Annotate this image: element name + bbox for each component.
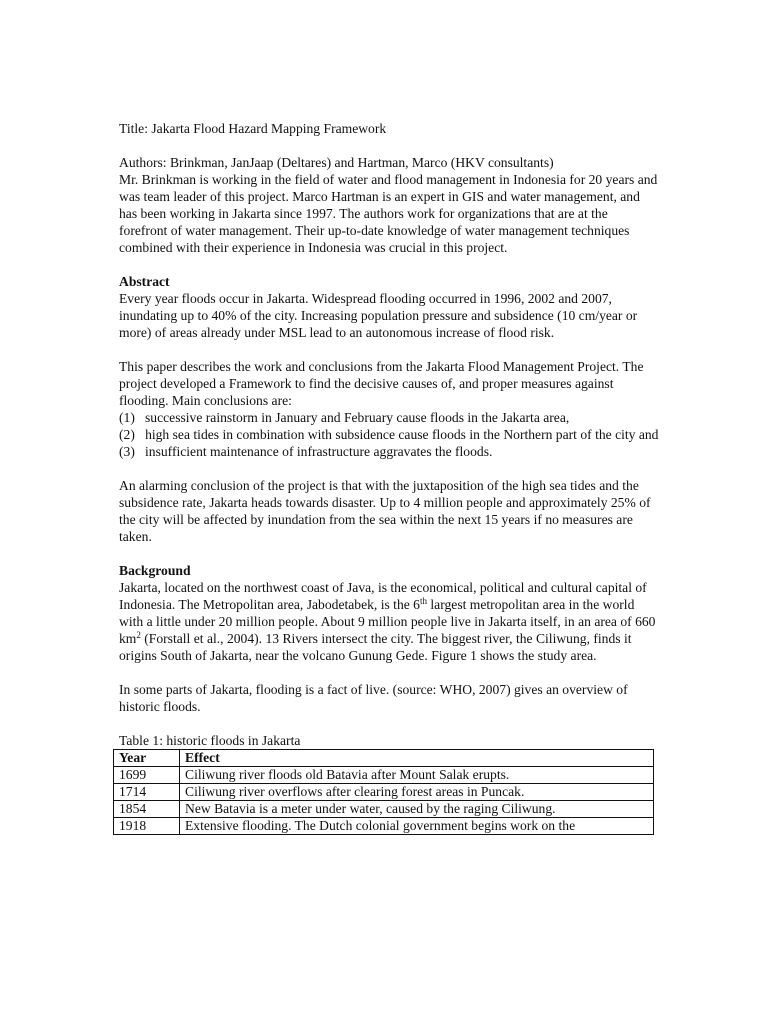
authors-line: Authors: Brinkman, JanJaap (Deltares) and Hartman, Marco (HKV consultants) xyxy=(119,155,554,170)
table-row xyxy=(114,767,654,784)
conclusion-text: insufficient maintenance of infrastructure aggravates the floods. xyxy=(145,444,493,459)
column-header-year: Year xyxy=(114,750,180,767)
authors-bio: Mr. Brinkman is working in the field of water and flood management in Indonesia for 20 years and was team leader of this project. Marco Hartman is an expert in GIS and water management, and has been working in Jakarta since 1997. The authors work for organizations that are at the forefront of water management. Their up-to-date knowledge of water management techniques combined with their experience in Indonesia was crucial in this project. xyxy=(119,172,658,255)
background-paragraph-1 xyxy=(119,579,659,664)
superscript: th xyxy=(419,596,427,606)
background-text: largest metropolitan area in the world with a little under 20 million people. About 9 million people live in Jakarta itself, in an area of 660 km xyxy=(119,597,656,646)
cell-year: 1714 xyxy=(114,784,180,801)
document-page xyxy=(119,120,659,835)
cell-effect: Extensive flooding. The Dutch colonial government begins work on the xyxy=(180,818,654,835)
superscript: 2 xyxy=(136,630,141,640)
cell-effect: Ciliwung river floods old Batavia after Mount Salak erupts. xyxy=(180,767,654,784)
cell-year: 1918 xyxy=(114,818,180,835)
spacer xyxy=(119,460,659,477)
abstract-paragraph-1: Every year floods occur in Jakarta. Widespread flooding occurred in 1996, 2002 and 2007, inundating up to 40% of the city. Increasing population pressure and subsidence (10 cm/year or more) of areas already under MSL lead to an autonomous increase of flood risk. xyxy=(119,291,638,340)
conclusion-item xyxy=(119,426,659,443)
cell-year: 1699 xyxy=(114,767,180,784)
conclusion-number: (1) xyxy=(119,410,135,425)
abstract-heading: Abstract xyxy=(119,274,170,289)
cell-effect: New Batavia is a meter under water, caused by the raging Ciliwung. xyxy=(180,801,654,818)
spacer xyxy=(119,137,659,154)
spacer xyxy=(119,256,659,273)
spacer xyxy=(119,664,659,681)
background-text: Jakarta, located on the northwest coast of Java, is the economical, political and cultural capital of Indonesia. The Metropolitan area, Jabodetabek, is the 6 xyxy=(119,580,647,612)
table-caption: Table 1: historic floods in Jakarta xyxy=(119,733,301,748)
spacer xyxy=(119,341,659,358)
conclusion-text: high sea tides in combination with subsidence cause floods in the Northern part of the city and xyxy=(145,427,659,442)
abstract-paragraph-3: An alarming conclusion of the project is that with the juxtaposition of the high sea tides and the subsidence rate, Jakarta heads towards disaster. Up to 4 million people and approximately 25% of the city will be affected by inundation from the sea within the next 15 years if no measures are taken. xyxy=(119,478,651,544)
document-title: Title: Jakarta Flood Hazard Mapping Framework xyxy=(119,121,387,136)
background-heading: Background xyxy=(119,563,191,578)
table-row xyxy=(114,801,654,818)
conclusion-item xyxy=(119,409,659,426)
column-header-effect: Effect xyxy=(180,750,654,767)
table-row xyxy=(114,818,654,835)
spacer xyxy=(119,545,659,562)
abstract-paragraph-2: This paper describes the work and conclusions from the Jakarta Flood Management Project. The project developed a Framework to find the decisive causes of, and proper measures against flooding. Main conclusions are: xyxy=(119,359,644,408)
table-header-row xyxy=(114,750,654,767)
cell-effect: Ciliwung river overflows after clearing forest areas in Puncak. xyxy=(180,784,654,801)
historic-floods-table xyxy=(113,749,654,835)
table-row xyxy=(114,784,654,801)
conclusion-number: (3) xyxy=(119,444,135,459)
conclusion-item xyxy=(119,443,659,460)
cell-year: 1854 xyxy=(114,801,180,818)
spacer xyxy=(119,715,659,732)
conclusion-text: successive rainstorm in January and February cause floods in the Jakarta area, xyxy=(145,410,570,425)
background-text: (Forstall et al., 2004). 13 Rivers intersect the city. The biggest river, the Ciliwung, finds it origins South of Jakarta, near the volcano Gunung Gede. Figure 1 shows the study area. xyxy=(119,631,632,663)
background-paragraph-2: In some parts of Jakarta, flooding is a fact of live. (source: WHO, 2007) gives an overview of historic floods. xyxy=(119,682,628,714)
conclusion-number: (2) xyxy=(119,427,135,442)
